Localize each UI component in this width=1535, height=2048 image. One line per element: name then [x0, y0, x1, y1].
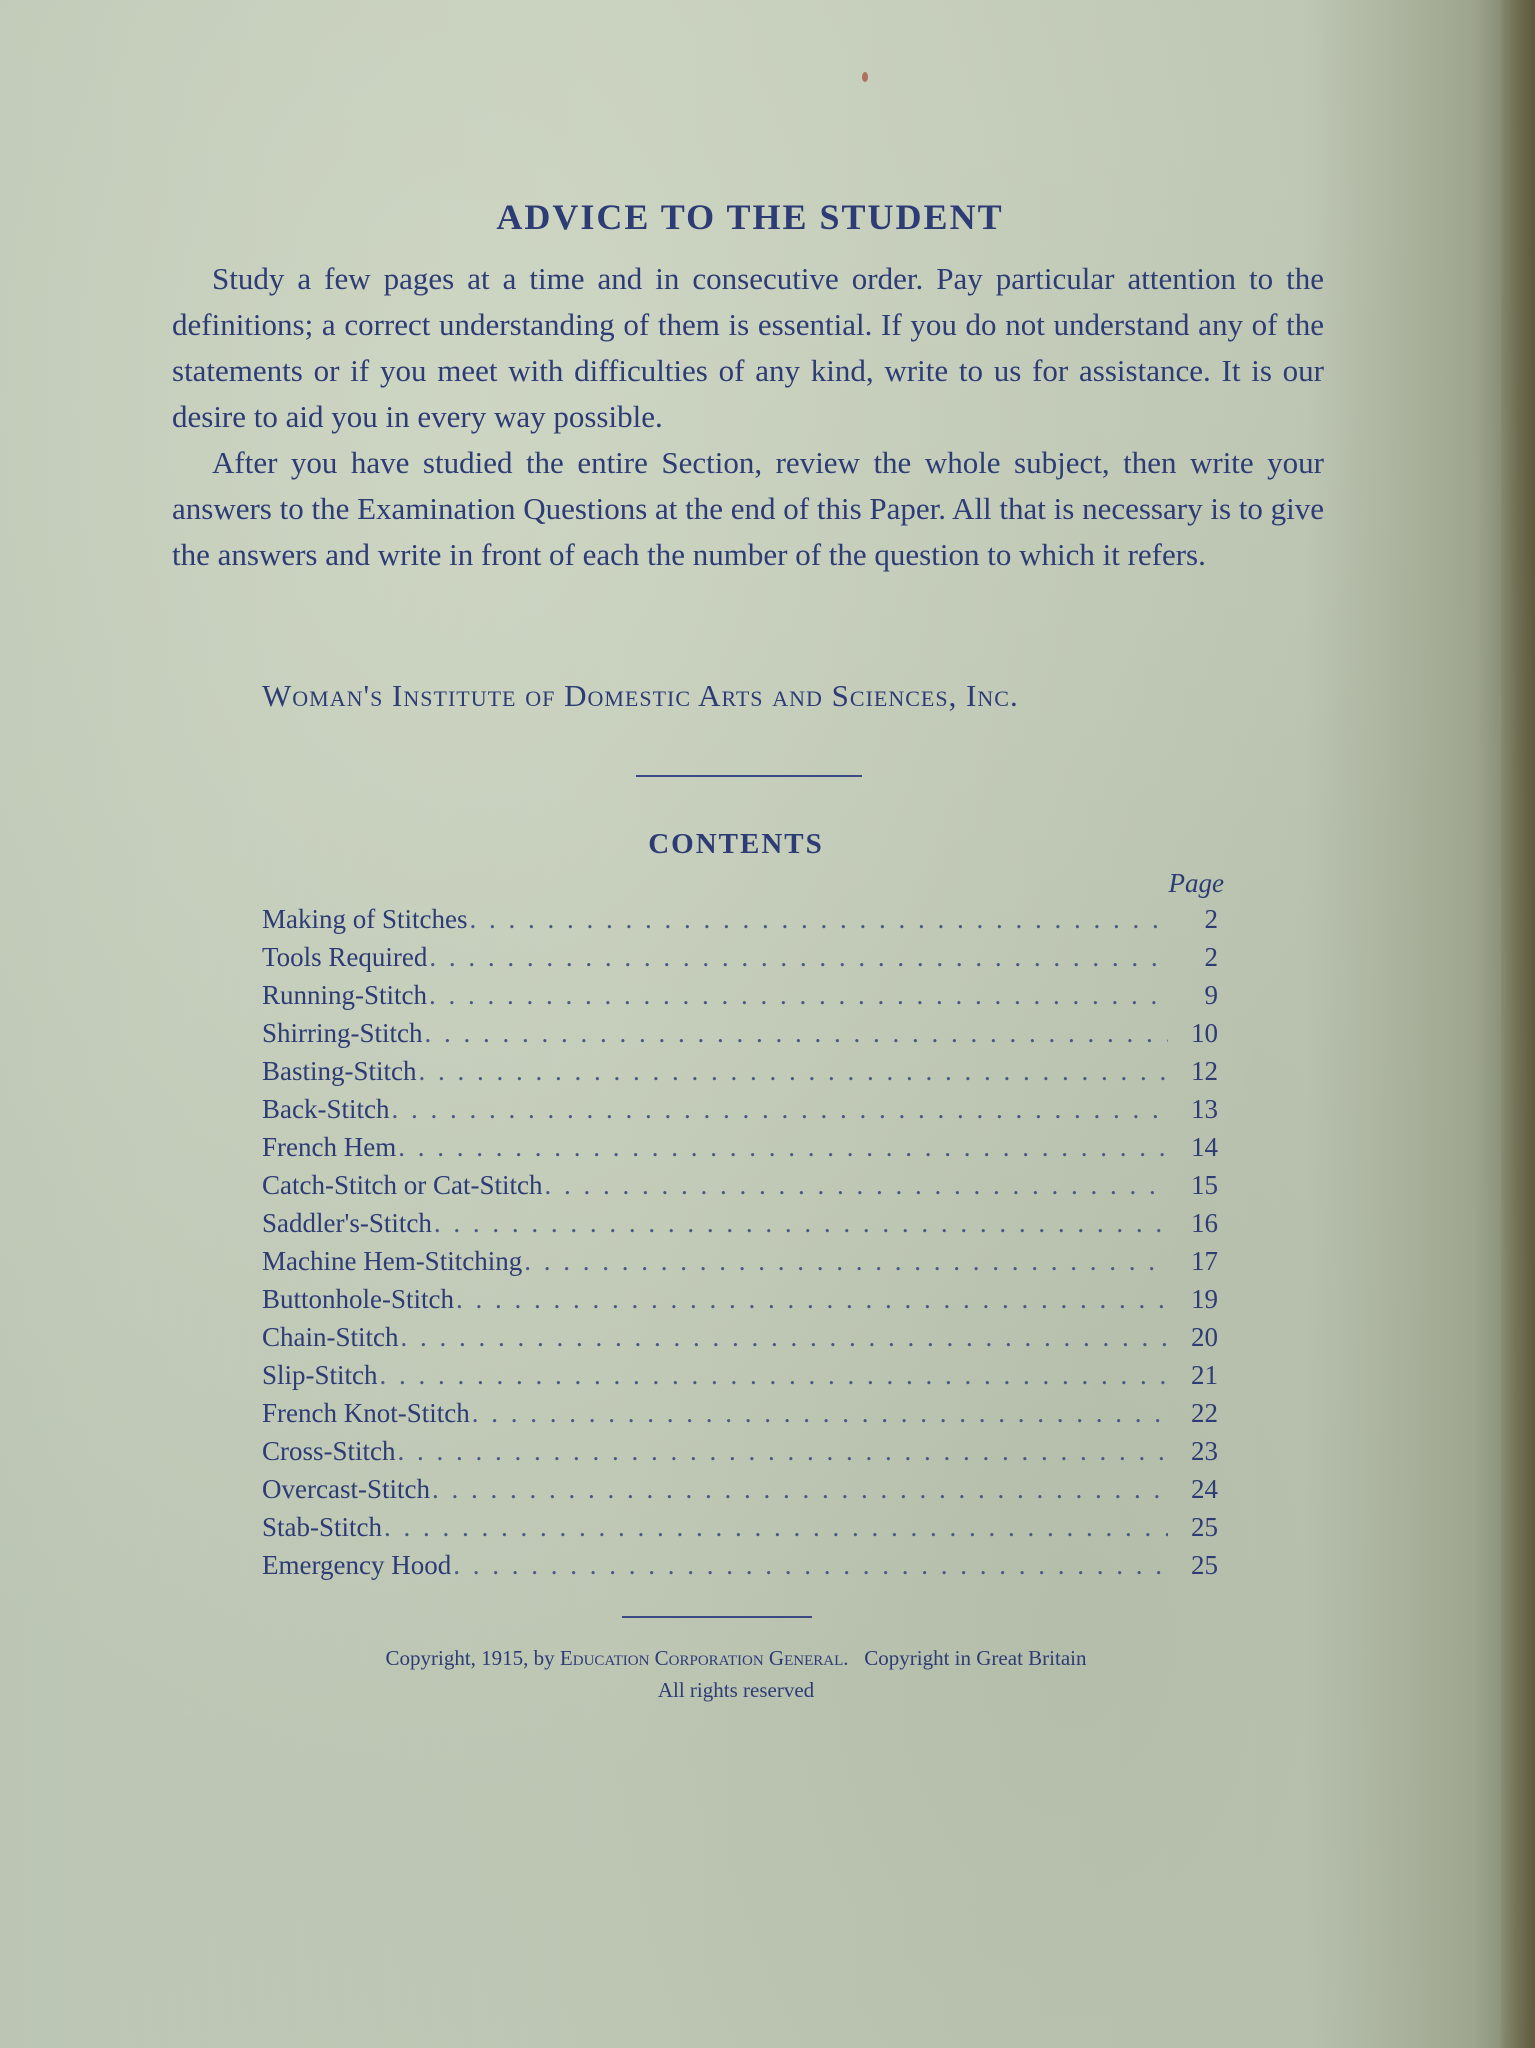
institute-signature: Woman's Institute of Domestic Arts and Sciences, Inc. [262, 678, 1019, 713]
toc-entry-title: Running-Stitch [262, 980, 428, 1010]
copyright-suffix: Copyright in Great Britain [864, 1646, 1087, 1670]
toc-entry [262, 1132, 1218, 1170]
advice-paragraph-2: After you have studied the entire Section, review the whole subject, then write your answers to the Examination Questions at the end of this Paper. All that is necessary is to give the answers and write in front of each the number of the question to which it refers. [172, 445, 1324, 572]
advice-title: ADVICE TO THE STUDENT [496, 197, 1004, 237]
toc-entry [262, 1208, 1218, 1246]
toc-entry-page: 17 [1191, 1246, 1218, 1276]
toc-leader-dots [384, 1512, 1168, 1543]
toc-entry-title: Making of Stitches [262, 904, 468, 934]
toc-entry-page: 23 [1191, 1436, 1218, 1466]
toc-entry [262, 942, 1218, 980]
toc-entry-page: 14 [1191, 1132, 1218, 1162]
toc-entry [262, 1474, 1218, 1512]
toc-leader-dots [524, 1246, 1168, 1277]
toc-leader-dots [434, 1208, 1168, 1239]
toc-entry-page: 12 [1191, 1056, 1218, 1086]
divider-rule [636, 775, 862, 777]
toc-leader-dots [469, 904, 1168, 935]
toc-entry [262, 1056, 1218, 1094]
toc-leader-dots [472, 1398, 1168, 1429]
toc-entry-title: Shirring-Stitch [262, 1018, 423, 1048]
copyright-line [0, 1642, 1472, 1674]
toc-leader-dots [419, 1056, 1169, 1087]
copyright-publisher: Education Corporation General. [559, 1646, 849, 1670]
toc-leader-dots [398, 1436, 1168, 1467]
toc-entry [262, 980, 1218, 1018]
toc-entry-page: 22 [1191, 1398, 1218, 1428]
toc-entry [262, 1550, 1218, 1588]
toc-entry-page: 24 [1191, 1474, 1218, 1504]
toc-entry [262, 1398, 1218, 1436]
toc-leader-dots [425, 1018, 1169, 1049]
toc-leader-dots [391, 1094, 1168, 1125]
toc-entry [262, 1360, 1218, 1398]
table-of-contents [262, 904, 1218, 1588]
advice-body [172, 256, 1324, 578]
toc-leader-dots [429, 980, 1168, 1011]
toc-entry [262, 1322, 1218, 1360]
toc-entry-page: 20 [1191, 1322, 1218, 1352]
toc-entry-title: Basting-Stitch [262, 1056, 417, 1086]
toc-entry-page: 2 [1204, 942, 1218, 972]
toc-entry [262, 1512, 1218, 1550]
copyright-prefix: Copyright, 1915, by [385, 1646, 555, 1670]
toc-entry-title: Catch-Stitch or Cat-Stitch [262, 1170, 543, 1200]
toc-entry-title: Machine Hem-Stitching [262, 1246, 523, 1276]
divider-rule [622, 1616, 812, 1618]
toc-entry-title: Stab-Stitch [262, 1512, 382, 1542]
toc-entry-page: 10 [1191, 1018, 1218, 1048]
toc-entry-title: Overcast-Stitch [262, 1474, 430, 1504]
copyright-notice [0, 1642, 1472, 1706]
toc-entry-page: 2 [1204, 904, 1218, 934]
toc-leader-dots [380, 1360, 1168, 1391]
toc-entry [262, 1246, 1218, 1284]
toc-leader-dots [429, 942, 1168, 973]
toc-entry-title: French Hem [262, 1132, 397, 1162]
toc-entry-title: Buttonhole-Stitch [262, 1284, 454, 1314]
ink-spot [862, 72, 868, 82]
advice-paragraph-1: Study a few pages at a time and in consecutive order. Pay particular attention to the definitions; a correct understanding of them is essential. If you do not understand any of the statements or if you meet with difficulties of any kind, write to us for assistance. It is our desire to aid you in every way possible. [172, 261, 1324, 434]
toc-entry [262, 1170, 1218, 1208]
toc-entry [262, 1284, 1218, 1322]
binding-edge [1501, 0, 1535, 2048]
toc-entry-page: 16 [1191, 1208, 1218, 1238]
toc-entry-page: 13 [1191, 1094, 1218, 1124]
contents-title: CONTENTS [648, 828, 824, 860]
rights-reserved: All rights reserved [657, 1678, 815, 1702]
toc-leader-dots [456, 1284, 1168, 1315]
toc-entry-title: Slip-Stitch [262, 1360, 378, 1390]
toc-entry [262, 904, 1218, 942]
toc-entry-title: Emergency Hood [262, 1550, 452, 1580]
toc-leader-dots [453, 1550, 1168, 1581]
toc-entry-title: French Knot-Stitch [262, 1398, 470, 1428]
toc-entry-title: Cross-Stitch [262, 1436, 396, 1466]
toc-leader-dots [544, 1170, 1168, 1201]
toc-entry-page: 19 [1191, 1284, 1218, 1314]
toc-entry [262, 1018, 1218, 1056]
toc-leader-dots [398, 1132, 1168, 1163]
toc-entry-page: 9 [1204, 980, 1218, 1010]
toc-entry-page: 21 [1191, 1360, 1218, 1390]
toc-entry-title: Back-Stitch [262, 1094, 390, 1124]
toc-leader-dots [432, 1474, 1168, 1505]
toc-leader-dots [401, 1322, 1169, 1353]
toc-entry-title: Chain-Stitch [262, 1322, 399, 1352]
toc-entry [262, 1436, 1218, 1474]
toc-entry-page: 25 [1191, 1512, 1218, 1542]
toc-entry-page: 25 [1191, 1550, 1218, 1580]
toc-entry [262, 1094, 1218, 1132]
toc-entry-title: Saddler's-Stitch [262, 1208, 432, 1238]
toc-entry-title: Tools Required [262, 942, 428, 972]
page-column-header: Page [1168, 868, 1224, 898]
toc-entry-page: 15 [1191, 1170, 1218, 1200]
